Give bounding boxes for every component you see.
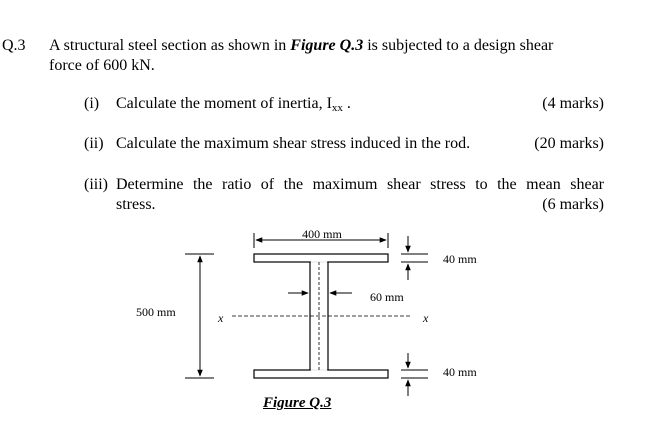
item-number-iii: (iii) [84, 176, 108, 193]
figure-caption: Figure Q.3 [263, 395, 332, 411]
question-intro-line2: force of 600 kN. [49, 57, 155, 74]
bottom-flange-dimension [401, 353, 428, 396]
height-label: 500 mm [136, 305, 176, 319]
top-flange [254, 254, 388, 262]
item-marks-i: (4 marks) [542, 95, 604, 112]
top-flange-dimension [401, 236, 428, 280]
item-text-i-after: . [342, 95, 351, 112]
axis-label-left: x [218, 311, 224, 325]
item-text-iii-line1: Determine the ratio of the maximum shear stress to the mean shear [116, 176, 604, 193]
item-number-i: (i) [84, 95, 100, 112]
width-label: 400 mm [302, 227, 342, 241]
item-text-ii: Calculate the maximum shear stress induced in the rod. [116, 135, 471, 152]
bottom-flange-label: 40 mm [443, 365, 477, 379]
figure-reference: Figure Q.3 [290, 37, 364, 54]
intro-text-b: is subjected to a design shear [363, 37, 554, 54]
item-number-ii: (ii) [84, 135, 104, 152]
height-dimension [185, 254, 214, 378]
item-marks-ii: (20 marks) [534, 135, 604, 152]
item-text-i-main: Calculate the moment of inertia, I [116, 95, 332, 112]
web-label: 60 mm [370, 290, 404, 304]
intro-text-a: A structural steel section as shown in [49, 37, 291, 54]
item-text-iii-line2: stress. [116, 196, 156, 213]
item-text-i-subscript: xx [331, 102, 343, 114]
top-flange-label: 40 mm [443, 252, 477, 266]
item-marks-iii: (6 marks) [542, 196, 604, 213]
axis-label-right: x [423, 311, 429, 325]
bottom-flange [254, 370, 388, 378]
question-number: Q.3 [2, 37, 26, 54]
